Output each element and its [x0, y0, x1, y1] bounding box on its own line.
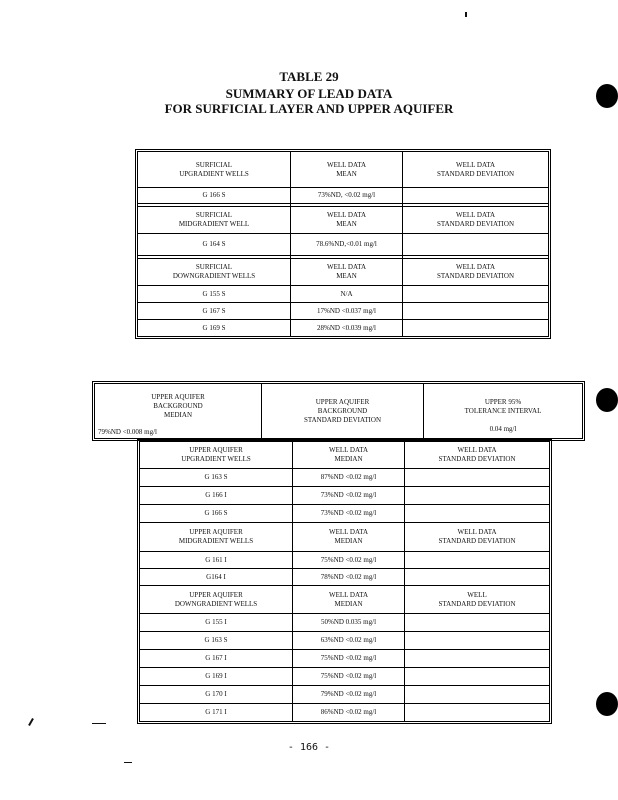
- header-cell: WELL DATA STANDARD DEVIATION: [403, 152, 549, 188]
- table-row: [140, 686, 550, 704]
- table-row: [140, 614, 550, 632]
- header-cell: WELL DATA MEDIAN: [293, 523, 405, 552]
- background-table: [94, 383, 583, 439]
- sd-cell: [403, 234, 549, 256]
- table-number: TABLE 29: [279, 69, 339, 84]
- header-cell: WELL DATA MEDIAN: [293, 442, 405, 469]
- table-row: [138, 320, 549, 337]
- well-id-cell: G 166 S: [138, 188, 291, 204]
- table-row: [140, 487, 550, 505]
- header-cell: SURFICIAL UPGRADIENT WELLS: [138, 152, 291, 188]
- sd-cell: [405, 614, 550, 632]
- table-row: [140, 552, 550, 569]
- value-cell: 28%ND <0.039 mg/l: [291, 320, 403, 337]
- upper-aquifer-table: [139, 441, 550, 722]
- scan-speck: [92, 723, 106, 724]
- table-row: [138, 188, 549, 204]
- header-cell: SURFICIAL MIDGRADIENT WELL: [138, 207, 291, 234]
- sd-cell: [405, 569, 550, 586]
- tolerance-interval-header: [424, 384, 583, 439]
- value-cell: 50%ND 0.035 mg/l: [293, 614, 405, 632]
- value-cell: 78.6%ND,<0.01 mg/l: [291, 234, 403, 256]
- well-id-cell: G 163 S: [140, 632, 293, 650]
- header-cell: WELL DATA MEAN: [291, 152, 403, 188]
- header-cell: SURFICIAL DOWNGRADIENT WELLS: [138, 259, 291, 286]
- value-cell: 73%ND, <0.02 mg/l: [291, 188, 403, 204]
- value-cell: 86%ND <0.02 mg/l: [293, 704, 405, 722]
- background-median-label: UPPER AQUIFER BACKGROUND MEDIAN: [151, 393, 205, 419]
- sd-cell: [405, 668, 550, 686]
- scan-speck: [465, 12, 467, 17]
- well-id-cell: G 155 S: [138, 286, 291, 303]
- value-cell: 78%ND <0.02 mg/l: [293, 569, 405, 586]
- tolerance-interval-value: 0.04 mg/l: [489, 424, 517, 433]
- header-cell: WELL STANDARD DEVIATION: [405, 586, 550, 614]
- well-id-cell: G 163 S: [140, 469, 293, 487]
- table-row: [140, 650, 550, 668]
- well-id-cell: G 164 S: [138, 234, 291, 256]
- sd-cell: [403, 286, 549, 303]
- sd-cell: [403, 303, 549, 320]
- header-cell: UPPER AQUIFER DOWNGRADIENT WELLS: [140, 586, 293, 614]
- table-row: [140, 704, 550, 722]
- background-median-value: 79%ND <0.008 mg/l: [98, 428, 157, 436]
- sd-cell: [405, 704, 550, 722]
- value-cell: 17%ND <0.037 mg/l: [291, 303, 403, 320]
- punch-hole-middle: [596, 388, 618, 412]
- table-row: [140, 469, 550, 487]
- background-median-header: [95, 384, 262, 439]
- sd-cell: [405, 469, 550, 487]
- well-id-cell: G 161 I: [140, 552, 293, 569]
- header-cell: WELL DATA STANDARD DEVIATION: [403, 259, 549, 286]
- header-cell: WELL DATA MEDIAN: [293, 586, 405, 614]
- header-cell: WELL DATA STANDARD DEVIATION: [403, 207, 549, 234]
- table-title: SUMMARY OF LEAD DATA: [225, 86, 393, 101]
- sd-cell: [405, 686, 550, 704]
- sd-cell: [405, 632, 550, 650]
- table-row: [140, 505, 550, 523]
- value-cell: 75%ND <0.02 mg/l: [293, 552, 405, 569]
- header-cell: WELL DATA STANDARD DEVIATION: [405, 442, 550, 469]
- header-cell: WELL DATA MEAN: [291, 259, 403, 286]
- sd-cell: [403, 320, 549, 337]
- value-cell: 75%ND <0.02 mg/l: [293, 650, 405, 668]
- page-number: - 166 -: [287, 742, 331, 753]
- sd-cell: [405, 552, 550, 569]
- table-subtitle: FOR SURFICIAL LAYER AND UPPER AQUIFER: [164, 101, 454, 116]
- value-cell: 73%ND <0.02 mg/l: [293, 505, 405, 523]
- header-cell: WELL DATA STANDARD DEVIATION: [405, 523, 550, 552]
- header-cell: WELL DATA MEAN: [291, 207, 403, 234]
- value-cell: 73%ND <0.02 mg/l: [293, 487, 405, 505]
- sd-cell: [403, 188, 549, 204]
- sd-cell: [405, 505, 550, 523]
- well-id-cell: G 171 I: [140, 704, 293, 722]
- table-row: [138, 303, 549, 320]
- well-id-cell: G 167 S: [138, 303, 291, 320]
- well-id-cell: G 169 S: [138, 320, 291, 337]
- sd-cell: [405, 650, 550, 668]
- well-id-cell: G164 I: [140, 569, 293, 586]
- value-cell: N/A: [291, 286, 403, 303]
- well-id-cell: G 169 I: [140, 668, 293, 686]
- punch-hole-bottom: [596, 692, 618, 716]
- header-cell: UPPER AQUIFER UPGRADIENT WELLS: [140, 442, 293, 469]
- surficial-layer-table: [137, 151, 549, 337]
- well-id-cell: G 170 I: [140, 686, 293, 704]
- well-id-cell: G 166 S: [140, 505, 293, 523]
- value-cell: 79%ND <0.02 mg/l: [293, 686, 405, 704]
- well-id-cell: G 166 I: [140, 487, 293, 505]
- scan-speck: [124, 762, 132, 763]
- table-row: [138, 286, 549, 303]
- header-cell: UPPER AQUIFER MIDGRADIENT WELLS: [140, 523, 293, 552]
- value-cell: 75%ND <0.02 mg/l: [293, 668, 405, 686]
- table-row: [138, 234, 549, 256]
- tolerance-interval-label: UPPER 95% TOLERANCE INTERVAL: [464, 397, 542, 415]
- table-row: [140, 668, 550, 686]
- scan-speck: [28, 718, 34, 726]
- table-row: [140, 632, 550, 650]
- well-id-cell: G 155 I: [140, 614, 293, 632]
- table-row: [140, 569, 550, 586]
- background-sd-header: UPPER AQUIFER BACKGROUND STANDARD DEVIATION: [262, 384, 424, 439]
- value-cell: 63%ND <0.02 mg/l: [293, 632, 405, 650]
- sd-cell: [405, 487, 550, 505]
- value-cell: 87%ND <0.02 mg/l: [293, 469, 405, 487]
- well-id-cell: G 167 I: [140, 650, 293, 668]
